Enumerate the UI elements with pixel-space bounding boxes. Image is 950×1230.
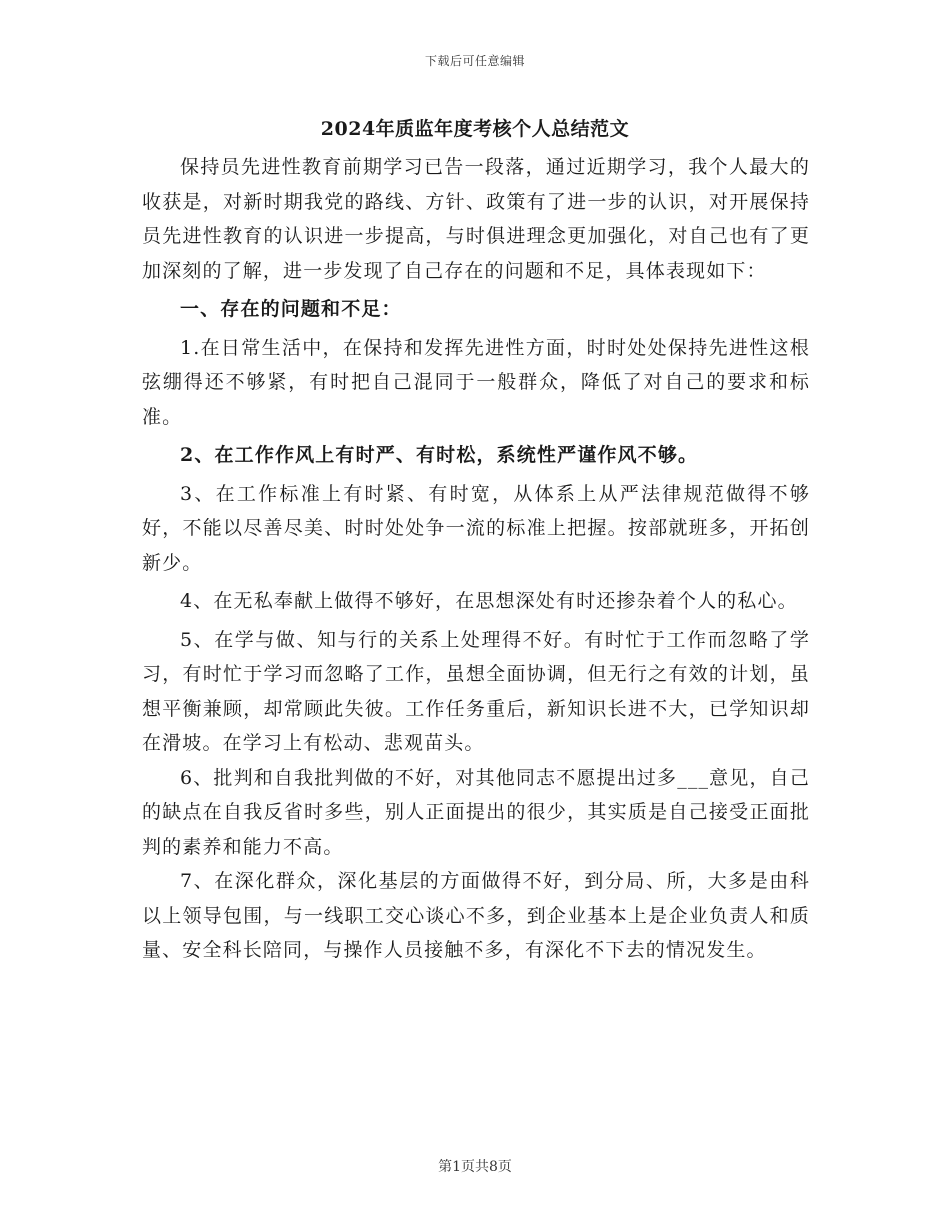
page-header-note: 下载后可任意编辑 — [424, 54, 525, 68]
paragraph-item-5: 5、在学与做、知与行的关系上处理得不好。有时忙于工作而忽略了学习，有时忙于学习而忽略了工作，虽想全面协调，但无行之有效的计划，虽想平衡兼顾，却常顾此失彼。工作任务重后，新知识长进不大，已学知识却在滑坡。在学习上有松动、悲观苗头。 — [142, 628, 810, 754]
section-heading-problems: 一、存在的问题和不足： — [180, 298, 402, 320]
paragraph-item-6: 6、批判和自我批判做的不好，对其他同志不愿提出过多___意见，自己的缺点在自我反省时多些，别人正面提出的很少，其实质是自己接受正面批判的素养和能力不高。 — [142, 766, 810, 858]
document-body — [142, 150, 810, 968]
paragraph-item-3: 3、在工作标准上有时紧、有时宽，从体系上从严法律规范做得不够好，不能以尽善尽美、时时处处争一流的标准上把握。按部就班多，开拓创新少。 — [142, 482, 810, 574]
document-title: 2024年质监年度考核个人总结范文 — [320, 118, 630, 140]
paragraph-item-1: 1.在日常生活中，在保持和发挥先进性方面，时时处处保持先进性这根弦绷得还不够紧，有时把自己混同于一般群众，降低了对自己的要求和标准。 — [142, 336, 810, 428]
paragraph-item-4: 4、在无私奉献上做得不够好，在思想深处有时还掺杂着个人的私心。 — [180, 590, 798, 612]
paragraph-item-2: 2、在工作作风上有时严、有时松，系统性严谨作风不够。 — [180, 444, 699, 466]
paragraph-intro: 保持员先进性教育前期学习已告一段落，通过近期学习，我个人最大的收获是，对新时期我党的路线、方针、政策有了进一步的认识，对开展保持员先进性教育的认识进一步提高，与时俱进理念更加强化，对自己也有了更加深刻的了解，进一步发现了自己存在的问题和不足，具体表现如下： — [142, 156, 810, 282]
paragraph-item-7: 7、在深化群众，深化基层的方面做得不好，到分局、所，大多是由科以上领导包围，与一线职工交心谈心不多，到企业基本上是企业负责人和质量、安全科长陪同，与操作人员接触不多，有深化不下去的情况发生。 — [142, 870, 810, 961]
page-footer-number: 第1页共8页 — [438, 1159, 512, 1175]
